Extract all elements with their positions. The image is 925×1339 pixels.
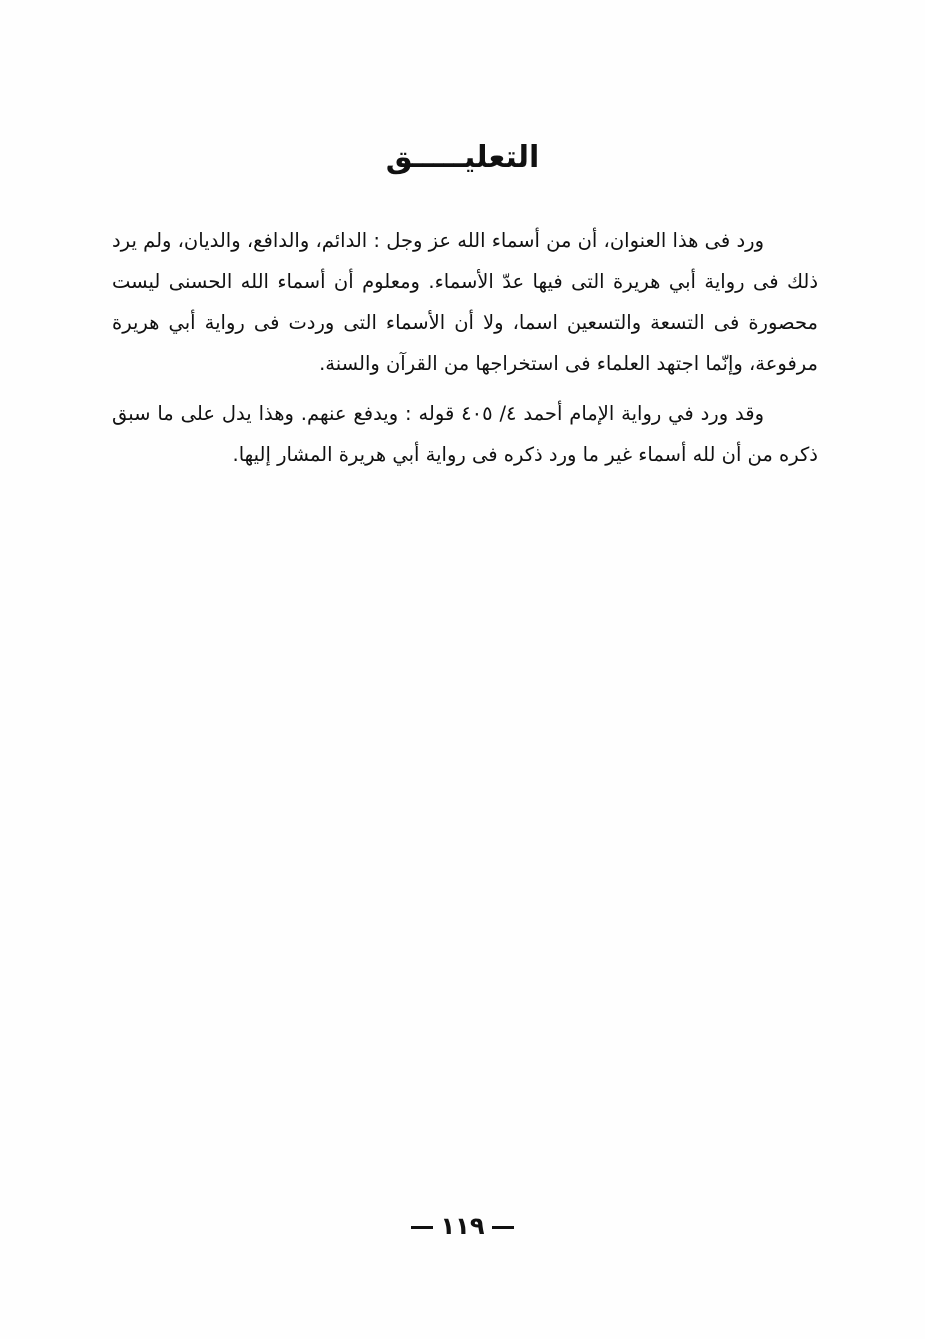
page-number-footer	[0, 1208, 925, 1244]
page-number: ١١٩	[440, 1212, 485, 1240]
body-text	[112, 220, 818, 484]
left-dash	[492, 1226, 514, 1229]
paragraph-2: وقد ورد في رواية الإمام أحمد ٤/ ٤٠٥ قوله : ويدفع عنهم. وهذا يدل على ما سبق ذكره من أن لله أسماء غير ما ورد ذكره فى رواية أبي هريرة المشار إليها.	[112, 402, 818, 466]
page-title: التعليـــــق	[385, 140, 540, 175]
paragraph-1: ورد فى هذا العنوان، أن من أسماء الله عز وجل : الدائم، والدافع، والديان، ولم يرد ذلك فى رواية أبي هريرة التى فيها عدّ الأسماء. ومعلوم أن أسماء الله الحسنى ليست محصورة فى التسعة والتسعين اسما، ولا أن الأسماء التى وردت فى رواية أبي هريرة مرفوعة، وإنّما اجتهد العلماء فى استخراجها من القرآن والسنة.	[112, 229, 818, 375]
right-dash	[411, 1226, 433, 1229]
